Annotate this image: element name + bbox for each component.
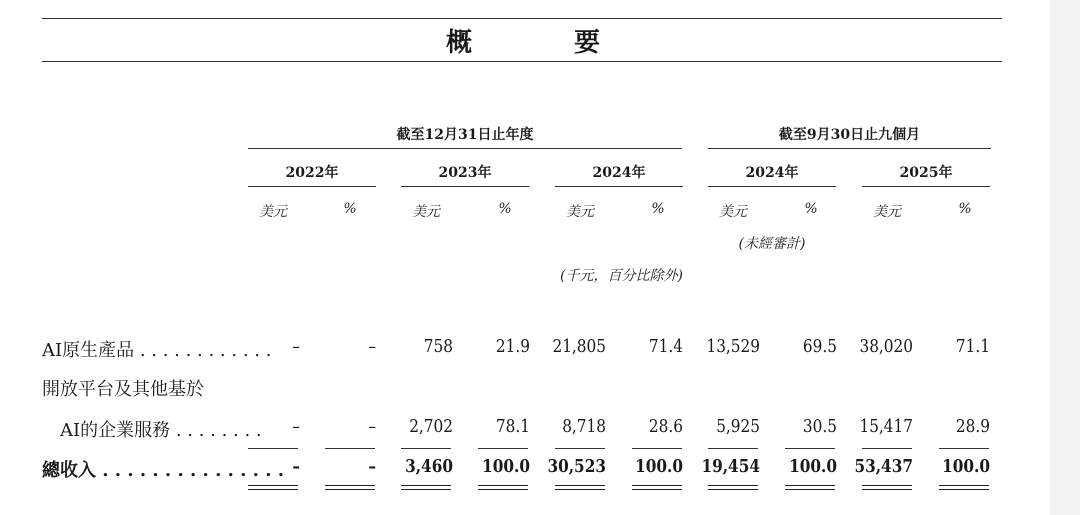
unit-usd-header: 美元 [412, 204, 440, 220]
table-cell: 28.9 [955, 416, 990, 437]
total-double-rule [478, 485, 528, 490]
table-cell: 30,523 [547, 456, 606, 477]
unit-pct-header: % [958, 201, 972, 217]
table-cell: – [368, 456, 376, 477]
subtotal-rule [248, 448, 298, 449]
page-title: 概 要 [445, 28, 638, 58]
total-double-rule [939, 485, 989, 490]
unaudited-note: (未經審計) [738, 236, 806, 252]
total-double-rule [708, 485, 758, 490]
group-rule-annual [248, 148, 682, 149]
table-cell: – [292, 336, 300, 357]
year-rule [555, 186, 683, 187]
table-cell: 78.1 [495, 416, 530, 437]
table-cell: 100.0 [635, 456, 683, 477]
table-cell: 71.1 [955, 336, 990, 357]
table-cell: – [292, 416, 300, 437]
table-cell: 2,702 [409, 416, 453, 437]
table-cell: 53,437 [854, 456, 913, 477]
subtotal-rule [708, 448, 758, 449]
year-header: 2025年 [899, 165, 953, 181]
total-double-rule [555, 485, 605, 490]
table-cell: – [368, 336, 376, 357]
unit-usd-header: 美元 [873, 204, 901, 220]
top-rule [42, 18, 1002, 19]
table-cell: 13,529 [706, 336, 760, 357]
year-header: 2024年 [745, 165, 799, 181]
unit-usd-header: 美元 [719, 204, 747, 220]
unit-usd-header: 美元 [566, 204, 594, 220]
table-cell: 38,020 [859, 336, 913, 357]
subtotal-rule [939, 448, 989, 449]
year-rule [862, 186, 990, 187]
table-cell: 30.5 [802, 416, 837, 437]
page-margin-strip [1050, 0, 1080, 515]
table-cell: 69.5 [802, 336, 837, 357]
total-double-rule [632, 485, 682, 490]
year-rule [708, 186, 836, 187]
group-header-annual: 截至12月31日止年度 [396, 127, 534, 143]
row-label: AI原生產品 . . . . . . . . . . . . [42, 340, 272, 361]
table-cell: 8,718 [562, 416, 606, 437]
table-cell: – [368, 416, 376, 437]
unit-pct-header: % [498, 201, 512, 217]
subtotal-rule [785, 448, 835, 449]
table-cell: – [292, 456, 300, 477]
title-rule [42, 61, 1002, 62]
table-cell: 100.0 [482, 456, 530, 477]
total-double-rule [862, 485, 912, 490]
total-double-rule [325, 485, 375, 490]
table-cell: 100.0 [942, 456, 990, 477]
units-note: (千元，百分比除外) [560, 268, 683, 284]
row-label: AI的企業服務 . . . . . . . . [60, 420, 262, 441]
table-cell: 21,805 [552, 336, 606, 357]
year-header: 2024年 [592, 165, 646, 181]
subtotal-rule [555, 448, 605, 449]
table-cell: 3,460 [405, 456, 453, 477]
unit-pct-header: % [651, 201, 665, 217]
subtotal-rule [325, 448, 375, 449]
subtotal-rule [401, 448, 451, 449]
year-rule [248, 186, 376, 187]
table-cell: 19,454 [701, 456, 760, 477]
group-header-nine-months: 截至9月30日止九個月 [778, 127, 921, 143]
total-label: 總收入 . . . . . . . . . . . . . . . [42, 460, 284, 481]
subtotal-rule [862, 448, 912, 449]
total-double-rule [248, 485, 298, 490]
unit-pct-header: % [804, 201, 818, 217]
year-rule [401, 186, 529, 187]
table-cell: 21.9 [495, 336, 530, 357]
unit-usd-header: 美元 [259, 204, 287, 220]
subtotal-rule [632, 448, 682, 449]
unit-pct-header: % [343, 201, 357, 217]
year-header: 2022年 [285, 165, 339, 181]
row-label: 開放平台及其他基於 [42, 379, 204, 400]
subtotal-rule [478, 448, 528, 449]
year-header: 2023年 [438, 165, 492, 181]
table-cell: 28.6 [648, 416, 683, 437]
table-cell: 5,925 [716, 416, 760, 437]
total-double-rule [401, 485, 451, 490]
group-rule-nine-months [708, 148, 991, 149]
total-double-rule [785, 485, 835, 490]
table-cell: 758 [423, 336, 453, 357]
table-cell: 15,417 [859, 416, 913, 437]
table-cell: 100.0 [789, 456, 837, 477]
table-cell: 71.4 [648, 336, 683, 357]
